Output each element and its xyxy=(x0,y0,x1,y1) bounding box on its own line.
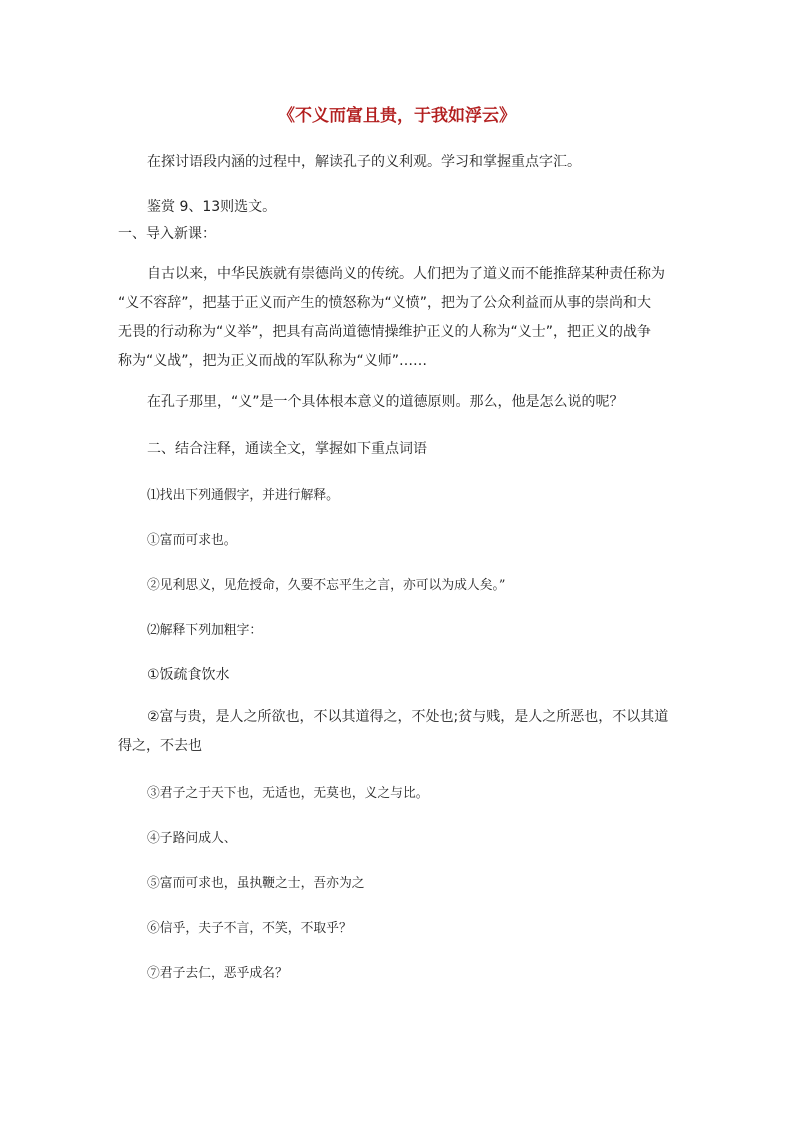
task-tongjiazi: ⑴找出下列通假字，并进行解释。 xyxy=(147,488,339,503)
explain-item: ③君子之于天下也，无适也，无莫也，义之与比。 xyxy=(147,786,429,801)
explain-item: ⑤富而可求也，虽执鞭之士，吾亦为之 xyxy=(147,876,365,891)
explain-item-line: 得之，不去也 xyxy=(118,738,202,754)
intro-line: 称为“义战”，把为正义而战的军队称为“义师”…… xyxy=(118,353,428,369)
task-explain-bold: ⑵解释下列加粗字： xyxy=(147,623,263,638)
explain-item: ①饭疏食饮水 xyxy=(147,667,230,683)
appreciation-note: 鉴赏 9、13则选文。 xyxy=(147,199,277,215)
document-title: 《不义而富且贵，于我如浮云》 xyxy=(278,106,516,126)
lead-question: 在孔子那里，“义”是一个具体根本意义的道德原则。那么，他是怎么说的呢？ xyxy=(147,394,624,410)
learning-goal: 在探讨语段内涵的过程中，解读孔子的义利观。学习和掌握重点字汇。 xyxy=(147,154,581,170)
intro-line: 自古以来，中华民族就有崇德尚义的传统。人们把为了道义而不能推辞某种责任称为 xyxy=(147,266,665,282)
section-heading-intro: 一、导入新课： xyxy=(118,226,216,242)
explain-item: ④子路问成人、 xyxy=(147,831,237,846)
intro-line: “义不容辞”，把基于正义而产生的愤怒称为“义愤”，把为了公众利益而从事的崇尚和大 xyxy=(118,295,652,311)
tongjiazi-item: ①富而可求也。 xyxy=(147,533,237,548)
tongjiazi-item: ②见利思义，见危授命，久要不忘平生之言，亦可以为成人矣。” xyxy=(147,578,506,593)
explain-item-long xyxy=(118,703,668,761)
explain-item-line: ②富与贵，是人之所欲也，不以其道得之，不处也;贫与贱，是人之所恶也，不以其道 xyxy=(147,709,669,725)
explain-item: ⑦君子去仁，恶乎成名？ xyxy=(147,966,288,981)
explain-item: ⑥信乎，夫子不言，不笑，不取乎？ xyxy=(147,921,352,936)
section-heading-vocab: 二、结合注释，通读全文，掌握如下重点词语 xyxy=(147,441,427,457)
intro-line: 无畏的行动称为“义举”，把具有高尚道德情操维护正义的人称为“义士”，把正义的战争 xyxy=(118,324,652,340)
intro-paragraph xyxy=(118,260,665,376)
